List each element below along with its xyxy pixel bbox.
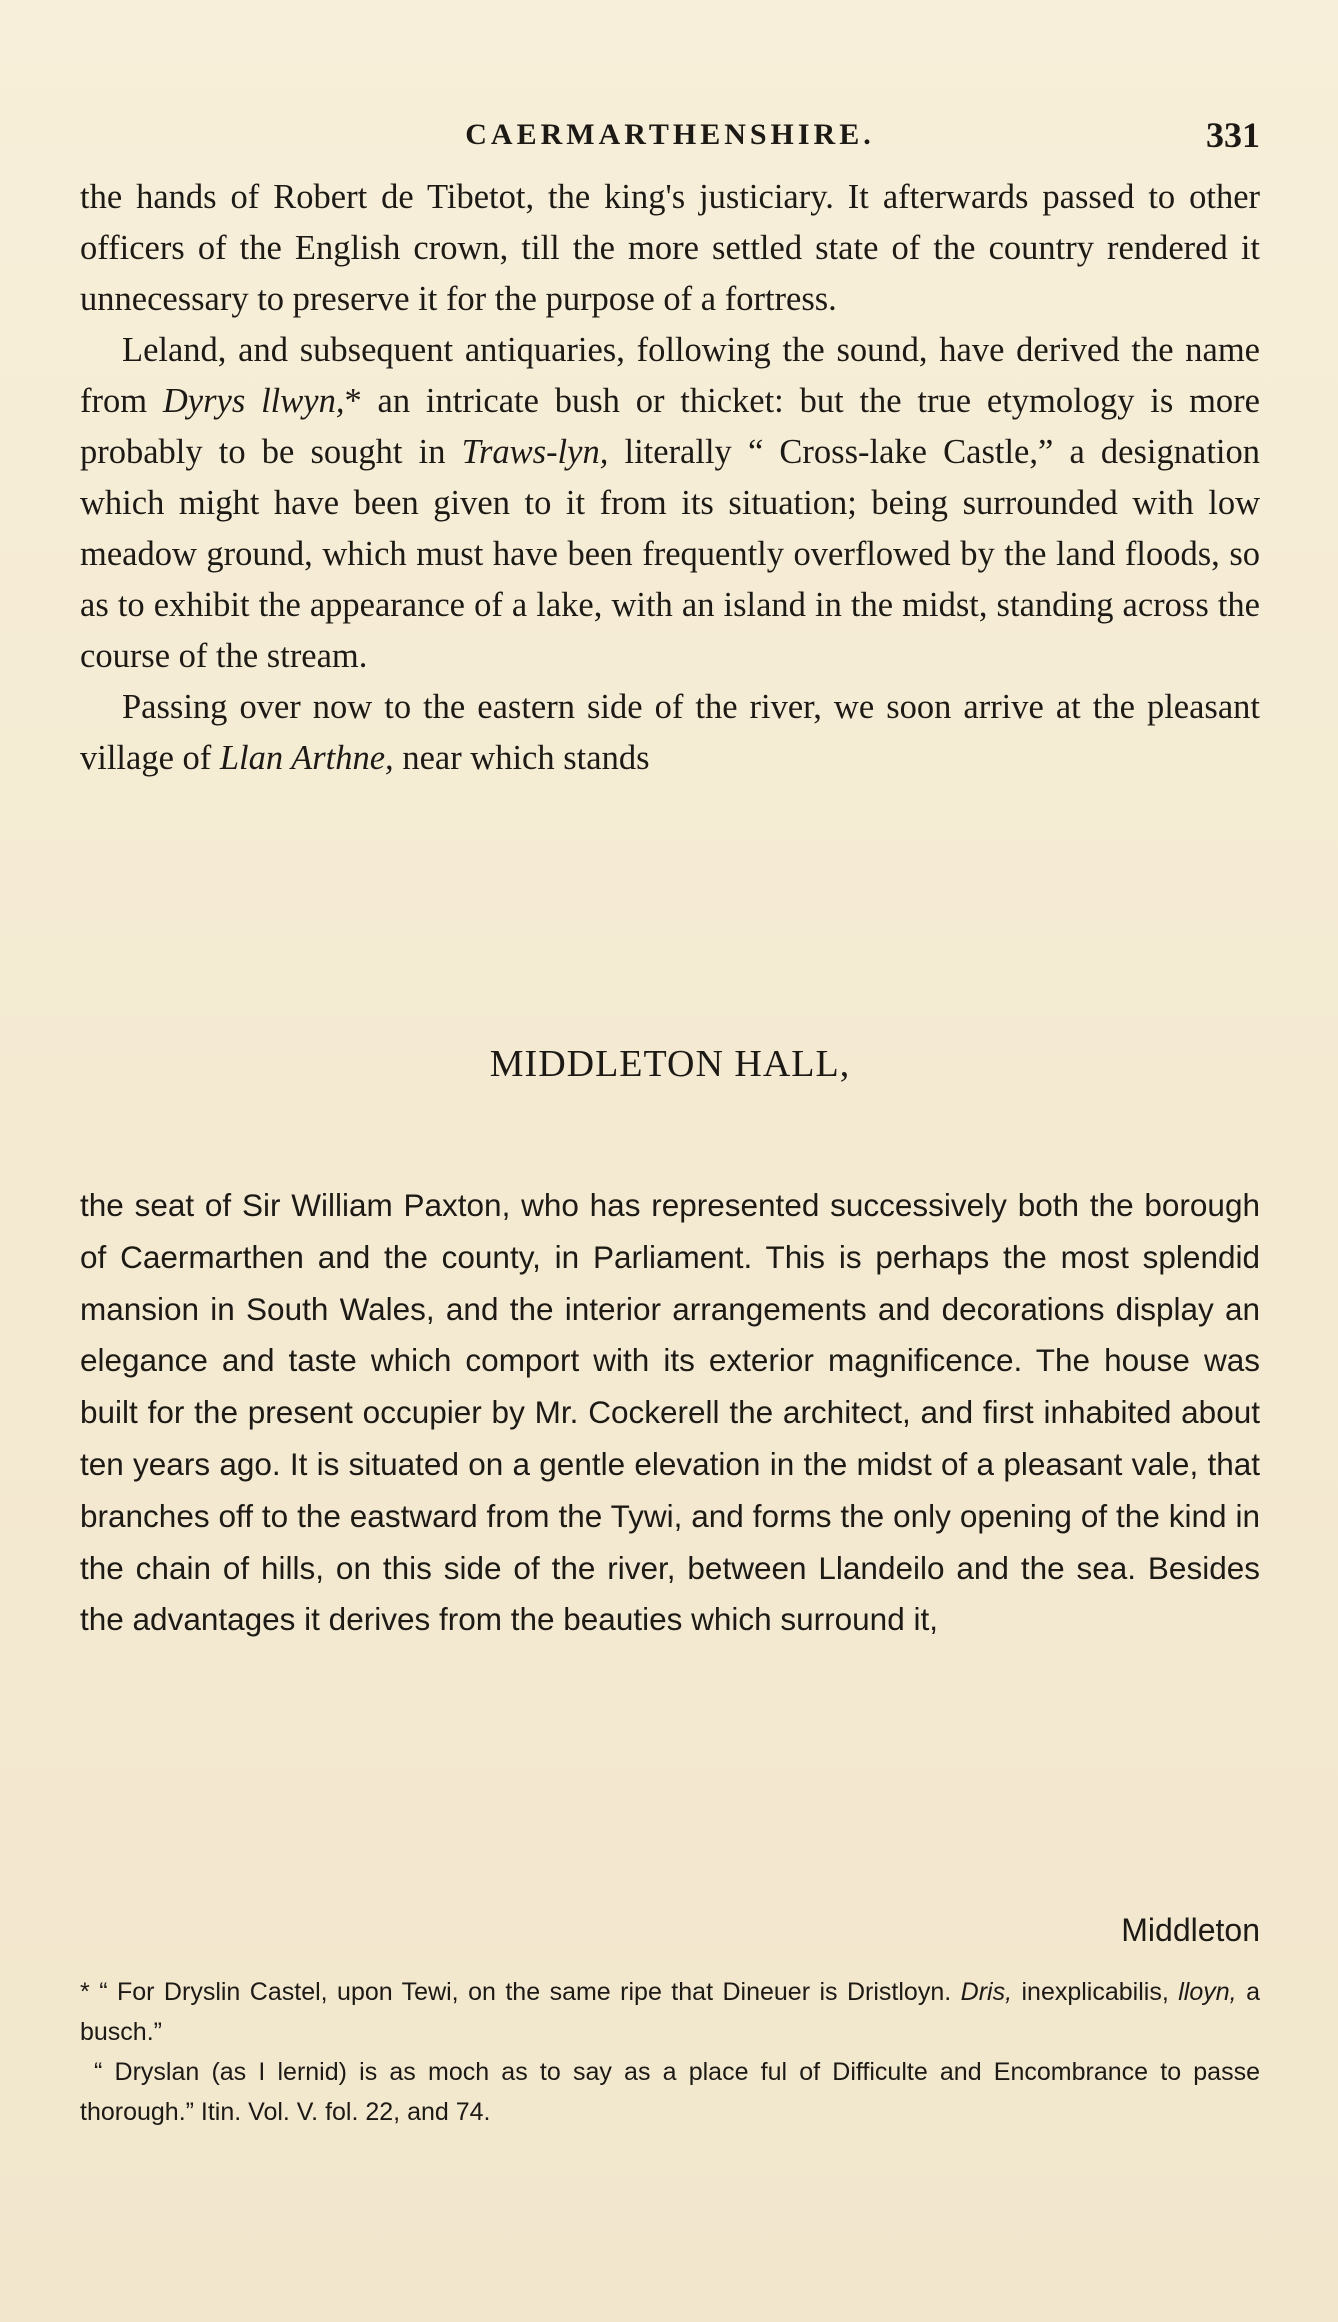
footnote-line-2: “ Dryslan (as I lernid) is as moch as to say as a place ful of Difficulte and Encombrance to passe thorough.” Itin. Vol. V. fol. 22, and 74.	[80, 2058, 1260, 2126]
paragraph-3-text-a: Passing over now to the eastern side of the river, we soon arrive at the pleasant village of	[80, 688, 1260, 777]
footnote-text-b: inexplicabilis,	[1012, 1978, 1179, 2006]
page-number: 331	[1206, 115, 1260, 155]
continuation-text	[80, 172, 1260, 784]
paragraph-2-text-b: * an intricate bush or thicket: but the true etymology is more probably to be sought in	[80, 382, 1260, 471]
running-head	[80, 115, 1260, 168]
running-title: CAERMARTHENSHIRE.	[465, 118, 875, 151]
paragraph-2-text-c: literally “ Cross-lake Castle,” a designation which might have been given to it from its situation; being surrounded with low meadow ground, which must have been frequently overflowed by the land floods, so as to exhibit the appearance of a lake, with an island in the midst, standing across the course of the stream.	[80, 433, 1260, 675]
paragraph-2-text-a: Leland, and subsequent antiquaries, following the sound, have derived the name from	[80, 331, 1260, 420]
section-body	[80, 1180, 1260, 1646]
paragraph-2	[80, 325, 1260, 682]
footnote-italic-a: Dris,	[960, 1978, 1013, 2006]
section-heading: MIDDLETON HALL,	[489, 1043, 851, 1085]
section-body-paragraph: the seat of Sir William Paxton, who has represented successively both the borough of Caermarthen and the county, in Parliament. This is perhaps the most splendid mansion in South Wales, and the interior arrangements and decorations display an elegance and taste which comport with its exterior magnificence. The house was built for the present occupier by Mr. Cockerell the architect, and first inhabited about ten years ago. It is situated on a gentle elevation in the midst of a pleasant vale, that branches off to the eastward from the Tywi, and forms the only opening of the kind in the chain of hills, on this side of the river, between Llandeilo and the sea. Besides the advantages it derives from the beauties which surround it,	[80, 1187, 1260, 1638]
footnote-line-1	[80, 1972, 1260, 2052]
footnote-text-c: a busch.”	[80, 1978, 1260, 2046]
footnote	[80, 1972, 1260, 2132]
footnote-italic-b: lloyn,	[1178, 1978, 1237, 2006]
paragraph-2-italic-a: Dyrys llwyn,	[162, 382, 345, 420]
footnote-text-a: * “ For Dryslin Castel, upon Tewi, on the same ripe that Dineuer is Dristloyn.	[80, 1978, 961, 2006]
catchword: Middleton	[1121, 1912, 1260, 1948]
paragraph-2-italic-b: Traws-lyn,	[461, 433, 609, 471]
paragraph-3-italic: Llan Arthne,	[219, 739, 394, 777]
paragraph-3	[80, 682, 1260, 784]
paragraph-1: the hands of Robert de Tibetot, the king's justiciary. It afterwards passed to other officers of the English crown, till the more settled state of the country rendered it unnecessary to preserve it for the purpose of a fortress.	[80, 178, 1260, 318]
paragraph-3-text-b: near which stands	[393, 739, 650, 777]
